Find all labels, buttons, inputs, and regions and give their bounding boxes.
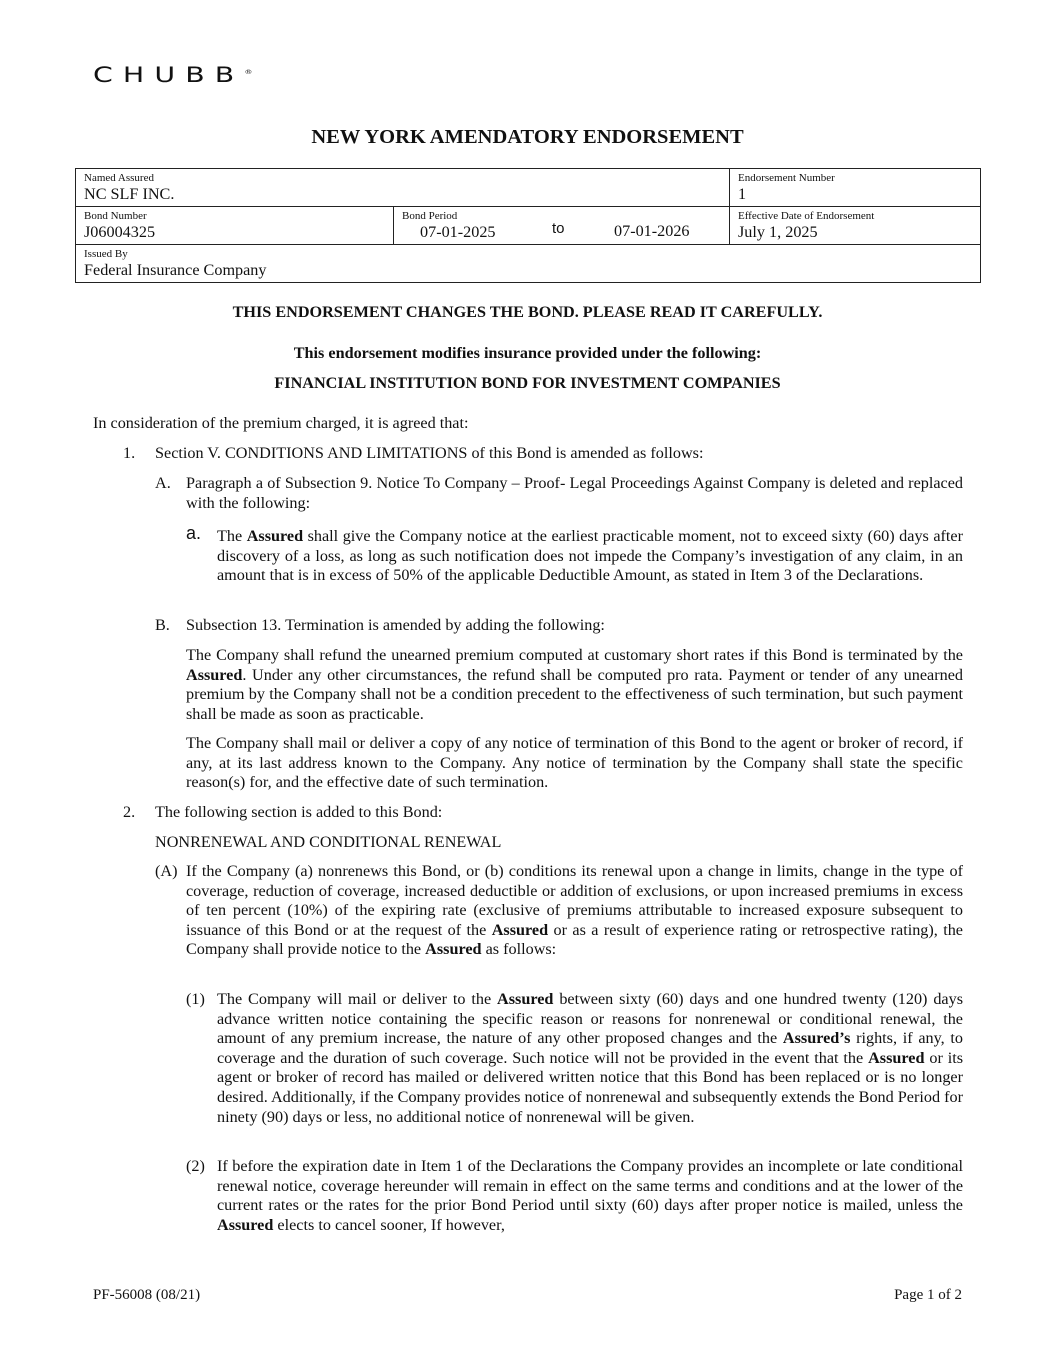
named-assured-cell: Named Assured NC SLF INC. [76,169,730,207]
item-a-lower-number: a. [186,523,202,543]
item-a-text: Paragraph a of Subsection 9. Notice To Company – Proof- Legal Proceedings Against Company is deleted and replaced with the following: [186,474,963,512]
bond-number-value: J06004325 [84,223,156,241]
endorsement-number-value: 1 [738,185,747,203]
sub-2-text: If before the expiration date in Item 1 of the Declarations the Company provides an incomplete or late conditional renewal notice, coverage hereunder will remain in effect on the same terms and conditions and at the lower of the current rates or the rates for the prior Bond Period until sixty (60) days after proper notice is mailed, unless the Assured elects to cancel sooner, If however, [217,1157,963,1234]
chubb-logo: CHUBB® [93,63,253,87]
sub-2-number: (2) [186,1157,205,1175]
item-2-number: 2. [123,803,136,821]
item-a2-number: (A) [155,862,178,880]
sub-1-text: The Company will mail or deliver to the Assured between sixty (60) days and one hundred twenty (120) days advance written notice containing the specific reason or reasons for nonrenewal or conditional renewal, the amount of any premium increase, the nature of any other proposed changes and the Assured’s rights, if any, to coverage and the duration of such coverage. Such notice will not be provided in the event that the Assured or its agent or broker of record has mailed or delivered written notice that this Bond has been replaced or is no longer desired. Additionally, if the Company provides notice of nonrenewal and subsequently extends the Bond Period for ninety (90) days or less, no additional notice of nonrenewal will be given. [217,990,964,1126]
modifies-heading: This endorsement modifies insurance provided under the following: [293,344,762,362]
page-title: NEW YORK AMENDATORY ENDORSEMENT [311,126,744,148]
bond-period-from: 07-01-2025 [420,223,496,241]
bond-period-cell: Bond Period 07-01-2025 to 07-01-2026 [394,207,730,245]
endorsement-notice: THIS ENDORSEMENT CHANGES THE BOND. PLEASE READ IT CAREFULLY. [232,303,823,321]
item-b-number: B. [155,616,170,634]
item-2-text: The following section is added to this Bond: [155,803,443,821]
item-a-number: A. [155,474,171,492]
item-a-lower-text: The Assured shall give the Company notice at the earliest practicable moment, not to exceed sixty (60) days after discovery of a loss, as long as such notification does not impede the Company’s investigation of any claim, in an amount that is in excess of 50% of the applicable Deductible Amount, as stated in Item 3 of the Declarations. [217,527,964,585]
section-title: NONRENEWAL AND CONDITIONAL RENEWAL [155,833,502,851]
item-a2-text: If the Company (a) nonrenews this Bond, or (b) conditions its renewal upon a change in limits, change in the type of coverage, reduction of coverage, increased deductible or addition of exclusions, or upon increased premiums in excess of ten percent (10%) of the expiring rate (exclusive of premiums attributable to increased exposure subsequent to issuance of this Bond or at the request of the Assured or as a result of experience rating or retrospective rating), the Company shall provide notice to the Assured as follows: [186,862,963,959]
named-assured-value: NC SLF INC. [84,185,175,203]
effective-date-value: July 1, 2025 [738,223,818,241]
item-b-paragraph-1: The Company shall refund the unearned premium computed at customary short rates if this Bond is terminated by the Assured. Under any other circumstances, the refund shall be computed pro rata. Payment or tender of any unearned premium by the Company shall not be a condition precedent to the effectiveness of such termination, but such payment shall be made as soon as practicable. [186,646,963,723]
bond-period-to: 07-01-2026 [614,222,690,240]
issued-by-value: Federal Insurance Company [84,261,267,279]
bond-period-to-word: to [552,220,565,237]
item-1-text: Section V. CONDITIONS AND LIMITATIONS of this Bond is amended as follows: [155,444,704,462]
declarations-table [75,168,981,283]
issued-by-cell: Issued By Federal Insurance Company [76,245,981,283]
item-b-paragraph-2: The Company shall mail or deliver a copy of any notice of termination of this Bond to the agent or broker of record, if any, at its last address known to the Company. Any notice of termination by the Company shall state the specific reason(s) for, and the effective date of such termination. [186,734,963,792]
effective-date-cell: Effective Date of Endorsement July 1, 2025 [730,207,981,245]
sub-1-number: (1) [186,990,205,1008]
page-number: Page 1 of 2 [894,1287,962,1303]
bond-number-cell: Bond Number J06004325 [76,207,394,245]
item-1-number: 1. [123,444,136,462]
intro-text: In consideration of the premium charged, it is agreed that: [93,414,469,432]
bond-form-heading: FINANCIAL INSTITUTION BOND FOR INVESTMENT COMPANIES [274,374,781,392]
endorsement-number-cell: Endorsement Number 1 [730,169,981,207]
item-b-text: Subsection 13. Termination is amended by adding the following: [186,616,605,634]
form-number: PF-56008 (08/21) [93,1287,201,1303]
